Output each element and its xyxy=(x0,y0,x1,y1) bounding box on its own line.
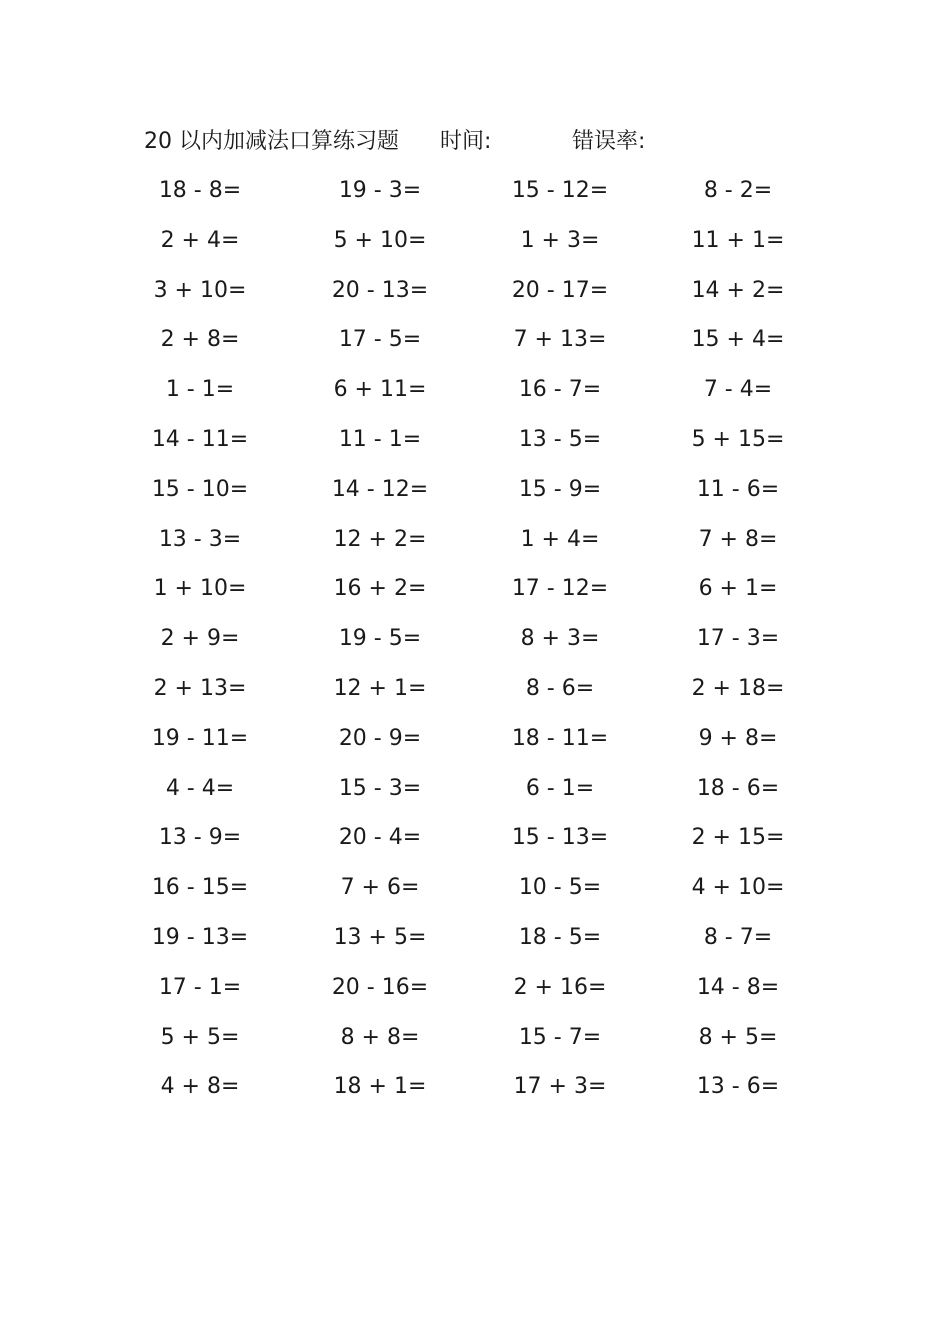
problem-row xyxy=(130,670,810,720)
arithmetic-problem: 18 - 8= xyxy=(158,178,242,203)
problem-row xyxy=(130,321,810,371)
arithmetic-problem: 19 - 11= xyxy=(151,725,249,751)
arithmetic-problem: 7 + 8= xyxy=(698,526,778,552)
problem-row xyxy=(130,1019,810,1069)
arithmetic-problem: 19 - 5= xyxy=(338,626,422,652)
arithmetic-problem: 14 - 12= xyxy=(331,476,429,502)
arithmetic-problem: 4 - 4= xyxy=(165,775,235,801)
problem-row xyxy=(130,720,810,770)
arithmetic-problem: 9 + 8= xyxy=(698,725,778,751)
arithmetic-problem: 8 - 7= xyxy=(703,924,773,950)
arithmetic-problem: 5 + 10= xyxy=(333,227,427,253)
arithmetic-problem: 2 + 18= xyxy=(691,675,785,701)
arithmetic-problem: 2 + 15= xyxy=(691,825,785,851)
arithmetic-problem: 19 - 13= xyxy=(151,924,249,950)
arithmetic-problem: 8 - 2= xyxy=(703,178,773,203)
problem-row xyxy=(130,869,810,919)
arithmetic-problem: 13 - 3= xyxy=(158,526,242,552)
problem-row xyxy=(130,919,810,969)
arithmetic-problem: 19 - 3= xyxy=(338,178,422,203)
arithmetic-problem: 2 + 16= xyxy=(513,974,607,1000)
arithmetic-problem: 17 - 12= xyxy=(511,576,609,602)
problem-row xyxy=(130,1068,810,1118)
arithmetic-problem: 18 - 11= xyxy=(511,725,609,751)
arithmetic-problem: 8 + 3= xyxy=(520,626,600,652)
problem-row xyxy=(130,471,810,521)
arithmetic-problem: 4 + 10= xyxy=(691,875,785,901)
arithmetic-problem: 2 + 8= xyxy=(160,327,240,353)
arithmetic-problem: 18 - 6= xyxy=(696,775,780,801)
arithmetic-problem: 8 + 8= xyxy=(340,1024,420,1050)
arithmetic-problem: 6 + 1= xyxy=(698,576,778,602)
arithmetic-problem: 4 + 8= xyxy=(160,1074,240,1100)
problem-grid xyxy=(130,172,810,1118)
arithmetic-problem: 14 - 8= xyxy=(696,974,780,1000)
arithmetic-problem: 18 + 1= xyxy=(333,1074,427,1100)
arithmetic-problem: 2 + 4= xyxy=(160,227,240,253)
problem-row xyxy=(130,969,810,1019)
problem-row xyxy=(130,770,810,820)
arithmetic-problem: 20 - 17= xyxy=(511,277,609,303)
arithmetic-problem: 1 - 1= xyxy=(165,377,235,403)
arithmetic-problem: 1 + 3= xyxy=(520,227,600,253)
arithmetic-problem: 15 - 9= xyxy=(518,476,602,502)
arithmetic-problem: 3 + 10= xyxy=(153,277,247,303)
arithmetic-problem: 15 - 10= xyxy=(151,476,249,502)
arithmetic-problem: 17 - 1= xyxy=(158,974,242,1000)
arithmetic-problem: 15 - 7= xyxy=(518,1024,602,1050)
arithmetic-problem: 10 - 5= xyxy=(518,875,602,901)
arithmetic-problem: 13 - 5= xyxy=(518,426,602,452)
worksheet-title: 20 以内加减法口算练习题 xyxy=(144,129,399,154)
error-rate-label: 错误率: xyxy=(572,129,646,154)
problem-row xyxy=(130,272,810,322)
arithmetic-problem: 2 + 9= xyxy=(160,626,240,652)
arithmetic-problem: 17 + 3= xyxy=(513,1074,607,1100)
arithmetic-problem: 1 + 10= xyxy=(153,576,247,602)
arithmetic-problem: 14 - 11= xyxy=(151,426,249,452)
arithmetic-problem: 20 - 16= xyxy=(331,974,429,1000)
arithmetic-problem: 5 + 5= xyxy=(160,1024,240,1050)
arithmetic-problem: 20 - 4= xyxy=(338,825,422,851)
arithmetic-problem: 8 + 5= xyxy=(698,1024,778,1050)
arithmetic-problem: 8 - 6= xyxy=(525,675,595,701)
arithmetic-problem: 2 + 13= xyxy=(153,675,247,701)
arithmetic-problem: 7 - 4= xyxy=(703,377,773,403)
arithmetic-problem: 18 - 5= xyxy=(518,924,602,950)
problem-row xyxy=(130,819,810,869)
arithmetic-problem: 13 + 5= xyxy=(333,924,427,950)
problem-row xyxy=(130,620,810,670)
arithmetic-problem: 13 - 6= xyxy=(696,1074,780,1100)
arithmetic-problem: 6 - 1= xyxy=(525,775,595,801)
arithmetic-problem: 7 + 13= xyxy=(513,327,607,353)
arithmetic-problem: 12 + 2= xyxy=(333,526,427,552)
arithmetic-problem: 17 - 5= xyxy=(338,327,422,353)
arithmetic-problem: 1 + 4= xyxy=(520,526,600,552)
arithmetic-problem: 11 + 1= xyxy=(691,227,785,253)
arithmetic-problem: 15 - 12= xyxy=(511,178,609,203)
problem-row xyxy=(130,222,810,272)
arithmetic-problem: 20 - 13= xyxy=(331,277,429,303)
arithmetic-problem: 14 + 2= xyxy=(691,277,785,303)
arithmetic-problem: 15 + 4= xyxy=(691,327,785,353)
time-label: 时间: xyxy=(440,129,492,154)
arithmetic-problem: 7 + 6= xyxy=(340,875,420,901)
problem-row xyxy=(130,521,810,571)
arithmetic-problem: 17 - 3= xyxy=(696,626,780,652)
arithmetic-problem: 11 - 1= xyxy=(338,426,422,452)
problem-row xyxy=(130,570,810,620)
arithmetic-problem: 12 + 1= xyxy=(333,675,427,701)
arithmetic-problem: 5 + 15= xyxy=(691,426,785,452)
arithmetic-problem: 20 - 9= xyxy=(338,725,422,751)
arithmetic-problem: 11 - 6= xyxy=(696,476,780,502)
arithmetic-problem: 6 + 11= xyxy=(333,377,427,403)
arithmetic-problem: 16 - 15= xyxy=(151,875,249,901)
problem-row xyxy=(130,421,810,471)
arithmetic-problem: 15 - 3= xyxy=(338,775,422,801)
arithmetic-problem: 16 - 7= xyxy=(518,377,602,403)
arithmetic-problem: 13 - 9= xyxy=(158,825,242,851)
arithmetic-problem: 16 + 2= xyxy=(333,576,427,602)
problem-row xyxy=(130,172,810,222)
problem-row xyxy=(130,371,810,421)
arithmetic-problem: 15 - 13= xyxy=(511,825,609,851)
